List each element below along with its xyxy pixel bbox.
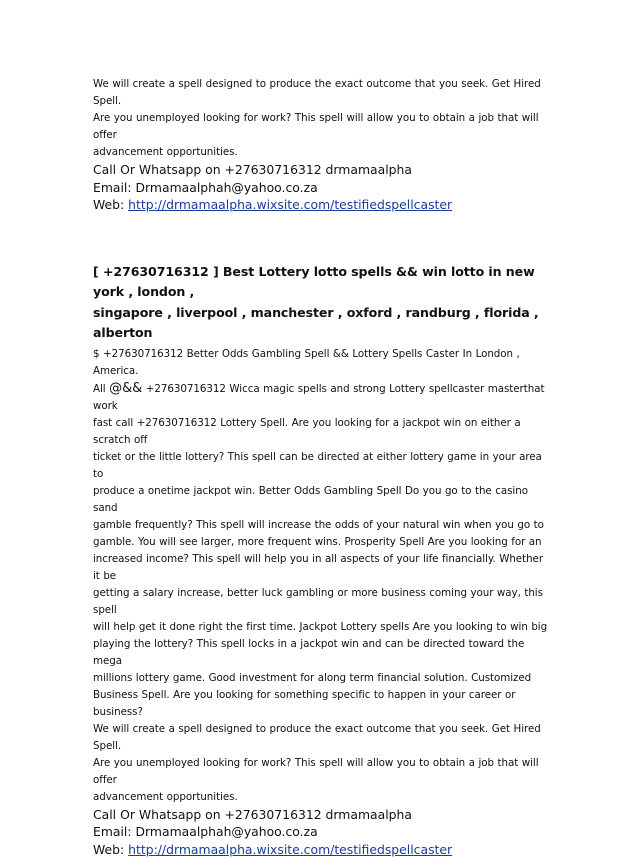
text-line: getting a salary increase, better luck gambling or more business coming your way, this spell [93,585,553,619]
text-segment: All [93,383,109,395]
text-line: millions lottery game. Good investment for along term financial solution. Customized [93,670,553,687]
heading-line: singapore , liverpool , manchester , oxford , randburg , florida , alberton [93,303,553,344]
page-content [93,76,553,858]
text-line [93,380,553,415]
text-line: will help get it done right the first time. Jackpot Lottery spells Are you looking to win big [93,619,553,636]
text-line: Are you unemployed looking for work? This spell will allow you to obtain a job that will offer [93,110,553,144]
text-line: Are you unemployed looking for work? This spell will allow you to obtain a job that will offer [93,755,553,789]
web-link[interactable]: http://drmamaalpha.wixsite.com/testifiedspellcaster [128,197,452,212]
text-line: We will create a spell designed to produce the exact outcome that you seek. Get Hired Spell. [93,76,553,110]
web-link[interactable]: http://drmamaalpha.wixsite.com/testifiedspellcaster [128,842,452,857]
web-label: Web: [93,842,128,857]
spacer [93,214,553,262]
contact-email: Email: Drmamaalphah@yahoo.co.za [93,179,553,197]
text-line: gamble frequently? This spell will increase the odds of your natural win when you go to [93,517,553,534]
text-line: Business Spell. Are you looking for something specific to happen in your career or business? [93,687,553,721]
text-line: increased income? This spell will help you in all aspects of your life financially. Whether it be [93,551,553,585]
text-line: $ +27630716312 Better Odds Gambling Spell && Lottery Spells Caster In London , America. [93,346,553,380]
section-heading [93,262,553,344]
text-segment: @&& [109,381,142,396]
contact-block [93,806,553,858]
text-segment: +27630716312 Wicca magic spells and strong Lottery spellcaster masterthat work [93,383,544,412]
contact-web [93,841,553,858]
body-paragraph [93,346,553,806]
text-line: playing the lottery? This spell locks in a jackpot win and can be directed toward the mega [93,636,553,670]
heading-line: [ +27630716312 ] Best Lottery lotto spells && win lotto in new york , london , [93,262,553,303]
contact-phone: Call Or Whatsapp on +27630716312 drmamaalpha [93,161,553,179]
contact-phone: Call Or Whatsapp on +27630716312 drmamaalpha [93,806,553,824]
text-line: advancement opportunities. [93,789,553,806]
contact-block [93,161,553,214]
web-label: Web: [93,197,128,212]
text-line: produce a onetime jackpot win. Better Odds Gambling Spell Do you go to the casino sand [93,483,553,517]
text-line: gamble. You will see larger, more frequent wins. Prosperity Spell Are you looking for an [93,534,553,551]
text-line: ticket or the little lottery? This spell can be directed at either lottery game in your area to [93,449,553,483]
text-line: We will create a spell designed to produce the exact outcome that you seek. Get Hired Spell. [93,721,553,755]
text-line: advancement opportunities. [93,144,553,161]
contact-email: Email: Drmamaalphah@yahoo.co.za [93,823,553,841]
text-line: fast call +27630716312 Lottery Spell. Are you looking for a jackpot win on either a scratch off [93,415,553,449]
contact-web [93,196,553,214]
intro-paragraph [93,76,553,161]
